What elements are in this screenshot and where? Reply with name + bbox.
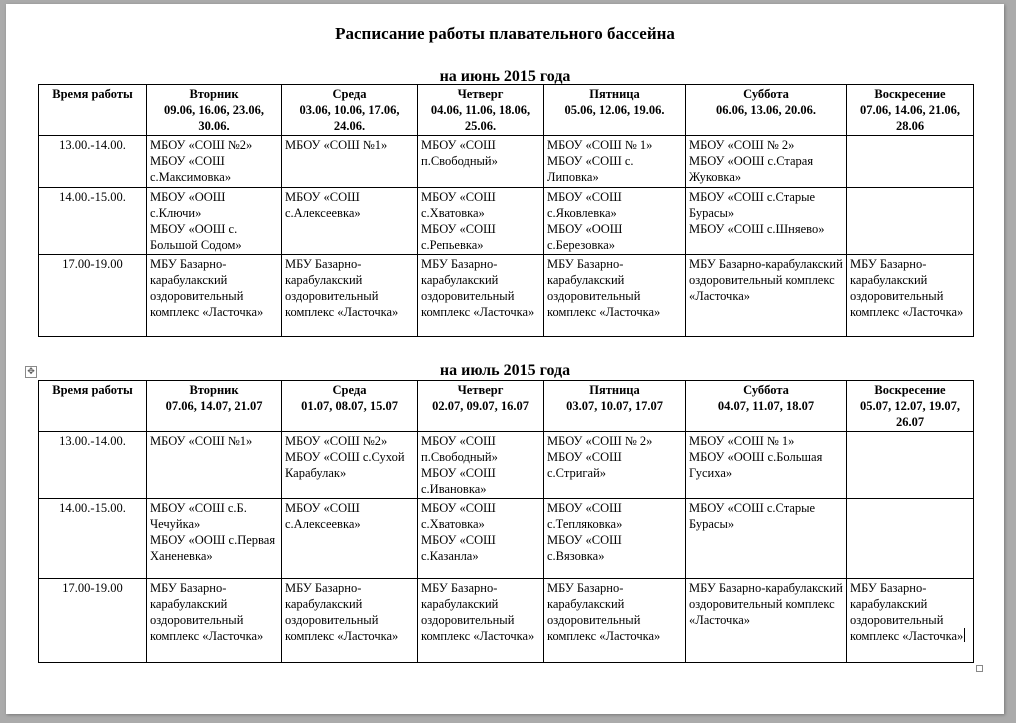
school-entry: МБОУ «СОШ с.Казанла» [421,533,496,563]
school-entry: МБУ Базарно-карабулакский оздоровительный комплекс «Ласточка» [150,257,264,319]
schedule-cell[interactable] [686,499,847,579]
schedule-cell[interactable] [544,579,686,663]
schedule-cell[interactable] [282,499,418,579]
table-move-handle-icon[interactable]: ✥ [25,366,37,378]
header-row [39,85,974,136]
table-row [39,579,974,663]
day-dates: 04.07, 11.07, 18.07 [717,399,815,413]
document-page[interactable] [6,4,1004,714]
school-entry: МБУ Базарно-карабулакский оздоровительный комплекс «Ласточка» [150,581,264,643]
day-name: Среда [332,87,367,101]
schedule-cell[interactable] [282,255,418,337]
school-entry: МБУ Базарно-карабулакский оздоровительный комплекс «Ласточка» [547,257,661,319]
day-column-header[interactable] [544,381,686,432]
day-dates: 04.06, 11.06, 18.06, 25.06. [430,103,531,133]
day-name: Воскресение [874,87,946,101]
day-column-header[interactable] [147,85,282,136]
day-column-header[interactable] [847,381,974,432]
school-entry: МБОУ «ООШ с.Большая Гусиха» [689,450,823,480]
school-entry: МБУ Базарно-карабулакский оздоровительный комплекс «Ласточка» [547,581,661,643]
time-slot-cell[interactable]: 13.00.-14.00. [39,136,147,188]
day-dates: 06.06, 13.06, 20.06. [716,103,816,117]
school-entry: МБОУ «СОШ № 2» [689,138,795,152]
schedule-cell[interactable] [544,255,686,337]
day-dates: 07.06, 14.06, 21.06, 28.06 [860,103,960,133]
text-cursor [964,628,965,642]
school-entry: МБОУ «СОШ с.Старые Бурасы» [689,190,816,220]
day-name: Вторник [189,383,239,397]
schedule-cell[interactable] [418,255,544,337]
document-title: Расписание работы плавательного бассейна [335,24,675,43]
school-entry: МБОУ «СОШ с.Хватовка» [421,190,496,220]
day-name: Четверг [457,87,504,101]
time-slot-cell[interactable]: 17.00-19.00 [39,579,147,663]
schedule-cell[interactable] [686,188,847,255]
school-entry: МБУ Базарно-карабулакский оздоровительный комплекс «Ласточка» [285,257,399,319]
day-column-header[interactable] [418,381,544,432]
schedule-cell[interactable] [544,188,686,255]
schedule-cell[interactable] [847,432,974,499]
school-entry: МБОУ «СОШ с.Сухой Карабулак» [285,450,405,480]
schedule-cell[interactable] [418,432,544,499]
school-entry: МБОУ «СОШ с.Шняево» [689,222,825,236]
schedule-cell[interactable] [686,579,847,663]
school-entry: МБОУ «СОШ с.Хватовка» [421,501,496,531]
time-column-header[interactable]: Время работы [39,85,147,136]
school-entry: МБОУ «СОШ с.Тепляковка» [547,501,623,531]
day-name: Среда [332,383,367,397]
table-row [39,499,974,579]
schedule-cell[interactable] [418,499,544,579]
schedule-cell[interactable] [147,499,282,579]
schedule-cell[interactable] [147,432,282,499]
school-entry: МБОУ «СОШ п.Свободный» [421,434,498,464]
school-entry: МБОУ «СОШ №1» [150,434,253,448]
table-resize-handle-icon[interactable] [976,665,983,672]
day-column-header[interactable] [686,381,847,432]
schedule-cell[interactable] [147,136,282,188]
table-row [39,432,974,499]
schedule-cell[interactable] [847,255,974,337]
school-entry: МБОУ «СОШ с. Липовка» [547,154,634,184]
day-name: Суббота [743,383,789,397]
schedule-cell[interactable] [544,136,686,188]
time-slot-cell[interactable]: 14.00.-15.00. [39,188,147,255]
school-entry: МБУ Базарно-карабулакский оздоровительный комплекс «Ласточка» [421,581,535,643]
day-name: Воскресение [874,383,946,397]
school-entry: МБОУ «ООШ с.Ключи» [150,190,226,220]
school-entry: МБОУ «СОШ с.Максимовка» [150,154,232,184]
day-dates: 03.06, 10.06, 17.06, 24.06. [299,103,400,133]
time-slot-cell[interactable]: 17.00-19.00 [39,255,147,337]
day-column-header[interactable] [282,381,418,432]
day-dates: 02.07, 09.07, 16.07 [432,399,529,413]
school-entry: МБОУ «СОШ № 1» [689,434,795,448]
school-entry: МБУ Базарно-карабулакский оздоровительный комплекс «Ласточка» [421,257,535,319]
schedule-cell[interactable] [282,432,418,499]
schedule-cell[interactable] [847,499,974,579]
day-dates: 09.06, 16.06, 23.06, 30.06. [164,103,264,133]
header-row [39,381,974,432]
school-entry: МБУ Базарно-карабулакский оздоровительный комплекс «Ласточка» [285,581,399,643]
schedule-cell[interactable] [544,499,686,579]
school-entry: МБУ Базарно-карабулакский оздоровительный комплекс «Ласточка» [850,257,964,319]
day-column-header[interactable] [282,85,418,136]
school-entry: МБУ Базарно-карабулакский оздоровительный комплекс «Ласточка» [689,581,843,627]
schedule-cell[interactable] [847,188,974,255]
schedule-cell[interactable] [147,255,282,337]
schedule-cell[interactable] [147,188,282,255]
schedule-cell[interactable] [282,188,418,255]
school-entry: МБОУ «СОШ с.Яковлевка» [547,190,622,220]
school-entry: МБУ Базарно-карабулакский оздоровительный комплекс «Ласточка» [850,581,964,643]
schedule-cell[interactable] [147,579,282,663]
school-entry: МБОУ «СОШ с.Ивановка» [421,466,496,496]
school-entry: МБОУ «СОШ №1» [285,138,388,152]
day-dates: 05.07, 12.07, 19.07, 26.07 [860,399,960,429]
school-entry: МБОУ «СОШ с.Алексеевка» [285,190,361,220]
schedule-cell[interactable] [847,136,974,188]
school-entry: МБОУ «ООШ с. Большой Содом» [150,222,242,252]
day-name: Суббота [743,87,789,101]
school-entry: МБОУ «СОШ с.Вязовка» [547,533,622,563]
table-row [39,255,974,337]
school-entry: МБОУ «СОШ с.Б. Чечуйка» [150,501,247,531]
day-column-header[interactable] [686,85,847,136]
time-slot-cell[interactable]: 13.00.-14.00. [39,432,147,499]
june-schedule-table [38,84,974,337]
school-entry: МБОУ «СОШ с.Репьевка» [421,222,496,252]
school-entry: МБОУ «СОШ с.Стригай» [547,450,622,480]
schedule-cell[interactable] [282,136,418,188]
day-column-header[interactable] [544,85,686,136]
july-caption: на июль 2015 года [439,362,571,379]
school-entry: МБУ Базарно-карабулакский оздоровительный комплекс «Ласточка» [689,257,843,303]
schedule-cell[interactable] [418,579,544,663]
school-entry: МБОУ «ООШ с.Старая Жуковка» [689,154,814,184]
day-dates: 05.06, 12.06, 19.06. [564,103,665,117]
school-entry: МБОУ «СОШ с.Алексеевка» [285,501,361,531]
schedule-cell[interactable] [686,255,847,337]
school-entry: МБОУ «ООШ с.Березовка» [547,222,623,252]
schedule-cell[interactable] [282,579,418,663]
school-entry: МБОУ «ООШ с.Первая Ханеневка» [150,533,276,563]
day-name: Пятница [589,87,640,101]
schedule-cell[interactable] [418,188,544,255]
table-row [39,136,974,188]
school-entry: МБОУ «СОШ №2» [285,434,388,448]
schedule-cell[interactable] [418,136,544,188]
june-caption: на июнь 2015 года [439,68,571,85]
day-column-header[interactable] [147,381,282,432]
day-name: Вторник [189,87,239,101]
day-dates: 03.07, 10.07, 17.07 [566,399,663,413]
school-entry: МБОУ «СОШ п.Свободный» [421,138,498,168]
schedule-cell[interactable] [686,136,847,188]
day-name: Четверг [457,383,504,397]
time-slot-cell[interactable]: 14.00.-15.00. [39,499,147,579]
schedule-cell[interactable] [686,432,847,499]
day-dates: 07.06, 14.07, 21.07 [165,399,263,413]
day-name: Пятница [589,383,640,397]
schedule-cell[interactable] [847,579,974,663]
school-entry: МБОУ «СОШ с.Старые Бурасы» [689,501,816,531]
day-column-header[interactable] [418,85,544,136]
day-dates: 01.07, 08.07, 15.07 [301,399,398,413]
table-row [39,188,974,255]
day-column-header[interactable] [847,85,974,136]
school-entry: МБОУ «СОШ №2» [150,138,253,152]
schedule-cell[interactable] [544,432,686,499]
time-column-header[interactable]: Время работы [39,381,147,432]
school-entry: МБОУ «СОШ № 2» [547,434,653,448]
school-entry: МБОУ «СОШ № 1» [547,138,653,152]
july-schedule-table [38,380,974,663]
